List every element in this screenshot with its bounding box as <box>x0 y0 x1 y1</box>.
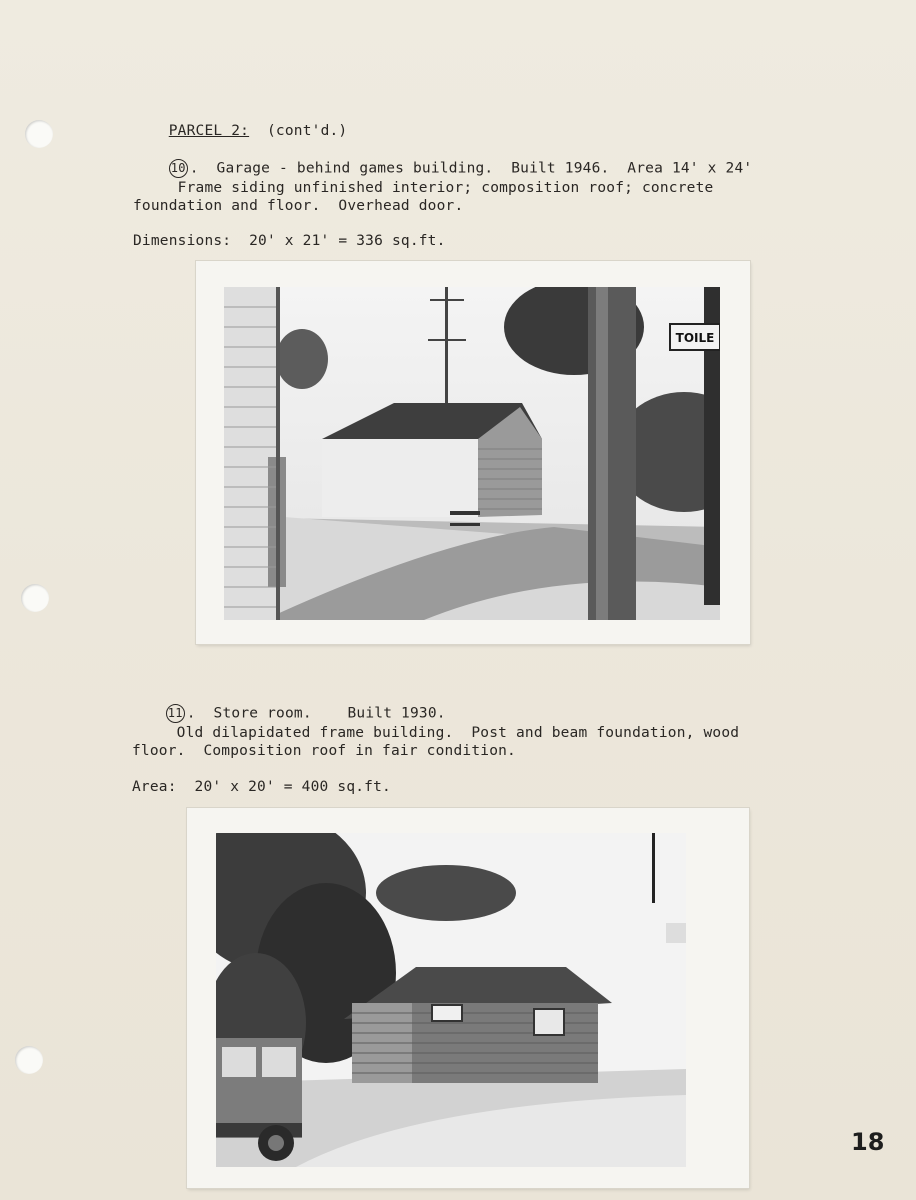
item-11-area: Area: 20' x 20' = 400 sq.ft. <box>132 779 391 795</box>
item-10-title: 10 . Garage - behind games building. Built 1946. Area 14' x 24' <box>133 141 752 196</box>
item-11-description-2: floor. Composition roof in fair condition. <box>132 743 516 759</box>
item-10-description-2: foundation and floor. Overhead door. <box>133 198 464 214</box>
photo-store-room <box>216 833 686 1167</box>
photo-garage-frame <box>196 261 750 644</box>
item-10-description-1: Frame siding unfinished interior; composition roof; concrete <box>133 180 714 196</box>
item-10-title-text: Garage - behind games building. Built 1946. Area 14' x 24' <box>216 160 753 177</box>
punch-hole-middle <box>21 584 49 612</box>
item-number-badge: 11 <box>166 704 185 723</box>
item-11-title-text: Store room. Built 1930. <box>213 705 446 722</box>
item-11-description-1: Old dilapidated frame building. Post and beam foundation, wood <box>132 725 740 741</box>
punch-hole-top <box>25 120 53 148</box>
parcel-label: PARCEL 2: <box>168 123 250 139</box>
page-number: 18 <box>851 1128 885 1156</box>
photo-garage <box>224 287 720 620</box>
item-10-dimensions: Dimensions: 20' x 21' = 336 sq.ft. <box>133 233 446 249</box>
photo-store-room-frame <box>187 808 749 1188</box>
punch-hole-bottom <box>15 1046 43 1074</box>
toilet-sign-text: TOILE <box>675 331 715 345</box>
item-11-title: 11 . Store room. Built 1930. <box>130 686 446 741</box>
cont-label: (cont'd.) <box>266 123 348 139</box>
garage-photo-graphic <box>224 287 720 620</box>
store-room-photo-graphic <box>216 833 686 1167</box>
item-number-badge: 10 <box>169 159 188 178</box>
